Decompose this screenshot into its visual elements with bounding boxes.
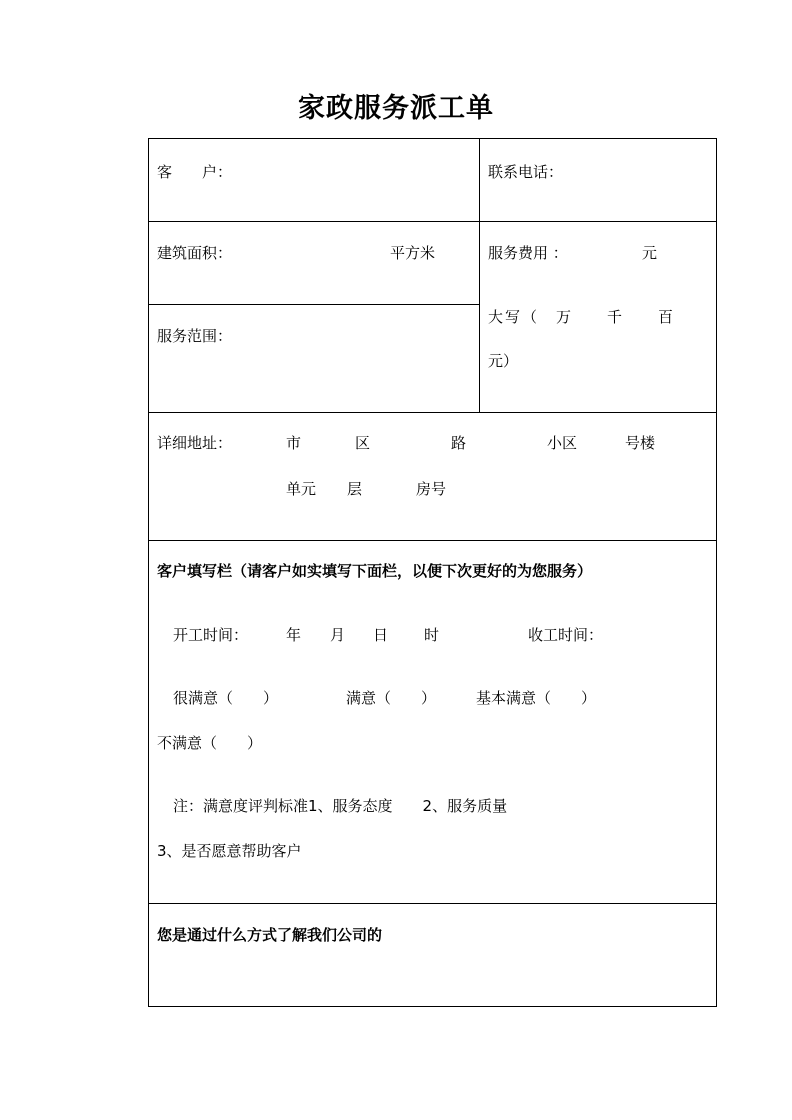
start-month: 月: [330, 626, 346, 644]
customer-section-heading: 客户填写栏（请客户如实填写下面栏，以便下次更好的为您服务）: [157, 562, 593, 580]
basic-satisfied-option: 基本满意（ ）: [476, 689, 597, 707]
scope-label: 服务范围：: [157, 327, 233, 345]
address-district: 区: [355, 434, 371, 452]
column-divider: [479, 138, 480, 413]
not-satisfied-option: 不满意（ ）: [157, 734, 263, 752]
uppercase-amount-line1: 大写（ 万 千 百: [488, 308, 676, 326]
fee-label: 服务费用 ：: [488, 244, 568, 262]
fee-unit: 元: [642, 244, 658, 262]
table-border-right: [716, 138, 717, 1007]
table-border-bottom: [148, 1006, 717, 1007]
address-building: 号楼: [625, 434, 656, 452]
address-room: 房号: [416, 480, 447, 498]
phone-label: 联系电话：: [488, 163, 564, 181]
satisfied-option: 满意（ ）: [346, 689, 437, 707]
start-time-label: 开工时间：: [173, 626, 249, 644]
form-title: 家政服务派工单: [298, 93, 494, 124]
start-hour: 时: [424, 626, 440, 644]
very-satisfied-option: 很满意（ ）: [173, 689, 279, 707]
address-road: 路: [451, 434, 467, 452]
source-question: 您是通过什么方式了解我们公司的: [157, 926, 383, 944]
address-community: 小区: [547, 434, 578, 452]
address-floor: 层: [347, 480, 363, 498]
end-time-label: 收工时间：: [528, 626, 604, 644]
address-unit: 单元: [286, 480, 317, 498]
row-divider: [148, 412, 717, 413]
address-label: 详细地址：: [157, 434, 233, 452]
row-divider: [148, 221, 717, 222]
table-border-top: [148, 138, 717, 139]
row-divider: [148, 903, 717, 904]
table-border-left: [148, 138, 149, 1007]
customer-label: 客 户：: [157, 163, 233, 181]
start-day: 日: [373, 626, 389, 644]
area-label: 建筑面积：: [157, 244, 233, 262]
address-city: 市: [286, 434, 302, 452]
uppercase-amount-line2: 元）: [488, 352, 519, 370]
row-divider: [148, 540, 717, 541]
area-unit: 平方米: [390, 244, 436, 262]
row-divider: [148, 304, 480, 305]
start-year: 年: [286, 626, 302, 644]
rating-note-line1: 注：满意度评判标准1、服务态度 2、服务质量: [173, 797, 508, 815]
rating-note-line2: 3、是否愿意帮助客户: [157, 842, 302, 860]
